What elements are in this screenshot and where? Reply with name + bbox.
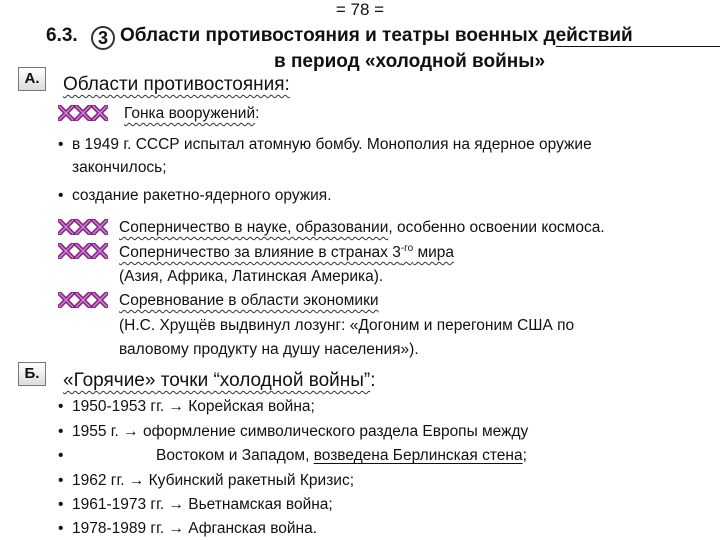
hotspot-item: 1950-1953 гг. → Корейская война;: [72, 398, 315, 415]
section-b-heading-text: «Горячие» точки “холодной войны”: [63, 370, 371, 391]
section-a-label: А.: [18, 67, 46, 91]
rivalry-influence-title: [119, 243, 454, 262]
hotspot-item-cont-end: ;: [522, 447, 527, 464]
economy-detail-1: (Н.С. Хрущёв выдвинул лозунг: «Догоним и перегоним США по: [119, 317, 575, 334]
bullet-dot: •: [58, 496, 64, 513]
section-b-heading-colon: :: [370, 370, 376, 391]
arms-race-bullet-1: в 1949 г. СССР испытал атомную бомбу. Монополия на ядерное оружие: [72, 136, 592, 153]
rivalry-science: [119, 219, 605, 237]
section-b-label: Б.: [18, 362, 46, 386]
purple-cross-icon: [58, 243, 108, 259]
title-line-1: Области противостояния и театры военных действий: [120, 25, 633, 46]
berlin-wall-text: возведена Берлинская стена: [313, 447, 523, 464]
hotspot-item-cont-text: Востоком и Западом,: [156, 447, 314, 464]
rivalry-influence-detail: (Азия, Африка, Латинская Америка).: [119, 268, 384, 285]
purple-cross-icon: [58, 219, 108, 235]
bullet-dot: •: [58, 520, 64, 537]
title-rule: [556, 46, 720, 47]
arms-race-colon: :: [255, 105, 260, 122]
hotspot-item-continuation: [156, 447, 527, 465]
arms-race-bullet-2: создание ракетно-ядерного оружия.: [72, 187, 332, 204]
economy-title: Соревнование в области экономики: [119, 292, 379, 309]
hotspot-item: 1978-1989 гг. → Афганская война.: [72, 520, 318, 537]
hotspot-item: 1955 г. → оформление символического раздела Европы между: [72, 423, 529, 440]
arms-race-title: Гонка вооружений: [124, 105, 256, 122]
rivalry-influence-title-2: мира: [413, 244, 455, 262]
section-b-heading: [63, 370, 376, 392]
bullet-dot: •: [58, 472, 64, 489]
bullet-dot: •: [58, 398, 64, 415]
economy-detail-2: валовому продукту на душу населения»).: [119, 341, 419, 358]
hotspot-item: 1961-1973 гг. → Вьетнамская война;: [72, 496, 333, 513]
page-number: = 78 =: [335, 0, 385, 19]
rivalry-influence-title-1: Соперничество за влияние в странах 3: [119, 244, 401, 262]
title-circle-number: 3: [91, 26, 115, 50]
bullet-dot: •: [58, 136, 64, 153]
hotspot-item: 1962 гг. → Кубинский ракетный Кризис;: [72, 472, 355, 489]
bullet-dot: •: [58, 447, 64, 464]
bullet-dot: •: [58, 187, 64, 204]
arms-race-bullet-1-cont: закончилось;: [72, 159, 167, 176]
section-a-heading: Области противостояния:: [63, 74, 290, 95]
title-number: 6.3.: [46, 25, 78, 46]
arms-race-heading: [124, 105, 259, 123]
rivalry-science-suffix: , особенно освоении космоса.: [388, 219, 605, 236]
rivalry-influence-sup: -го: [400, 243, 414, 254]
purple-cross-icon: [58, 292, 108, 308]
rivalry-science-title: Соперничество в науке, образовании: [119, 219, 389, 236]
purple-cross-icon: [58, 105, 108, 121]
bullet-dot: •: [58, 423, 64, 440]
title-line-2: в период «холодной войны»: [274, 51, 546, 72]
